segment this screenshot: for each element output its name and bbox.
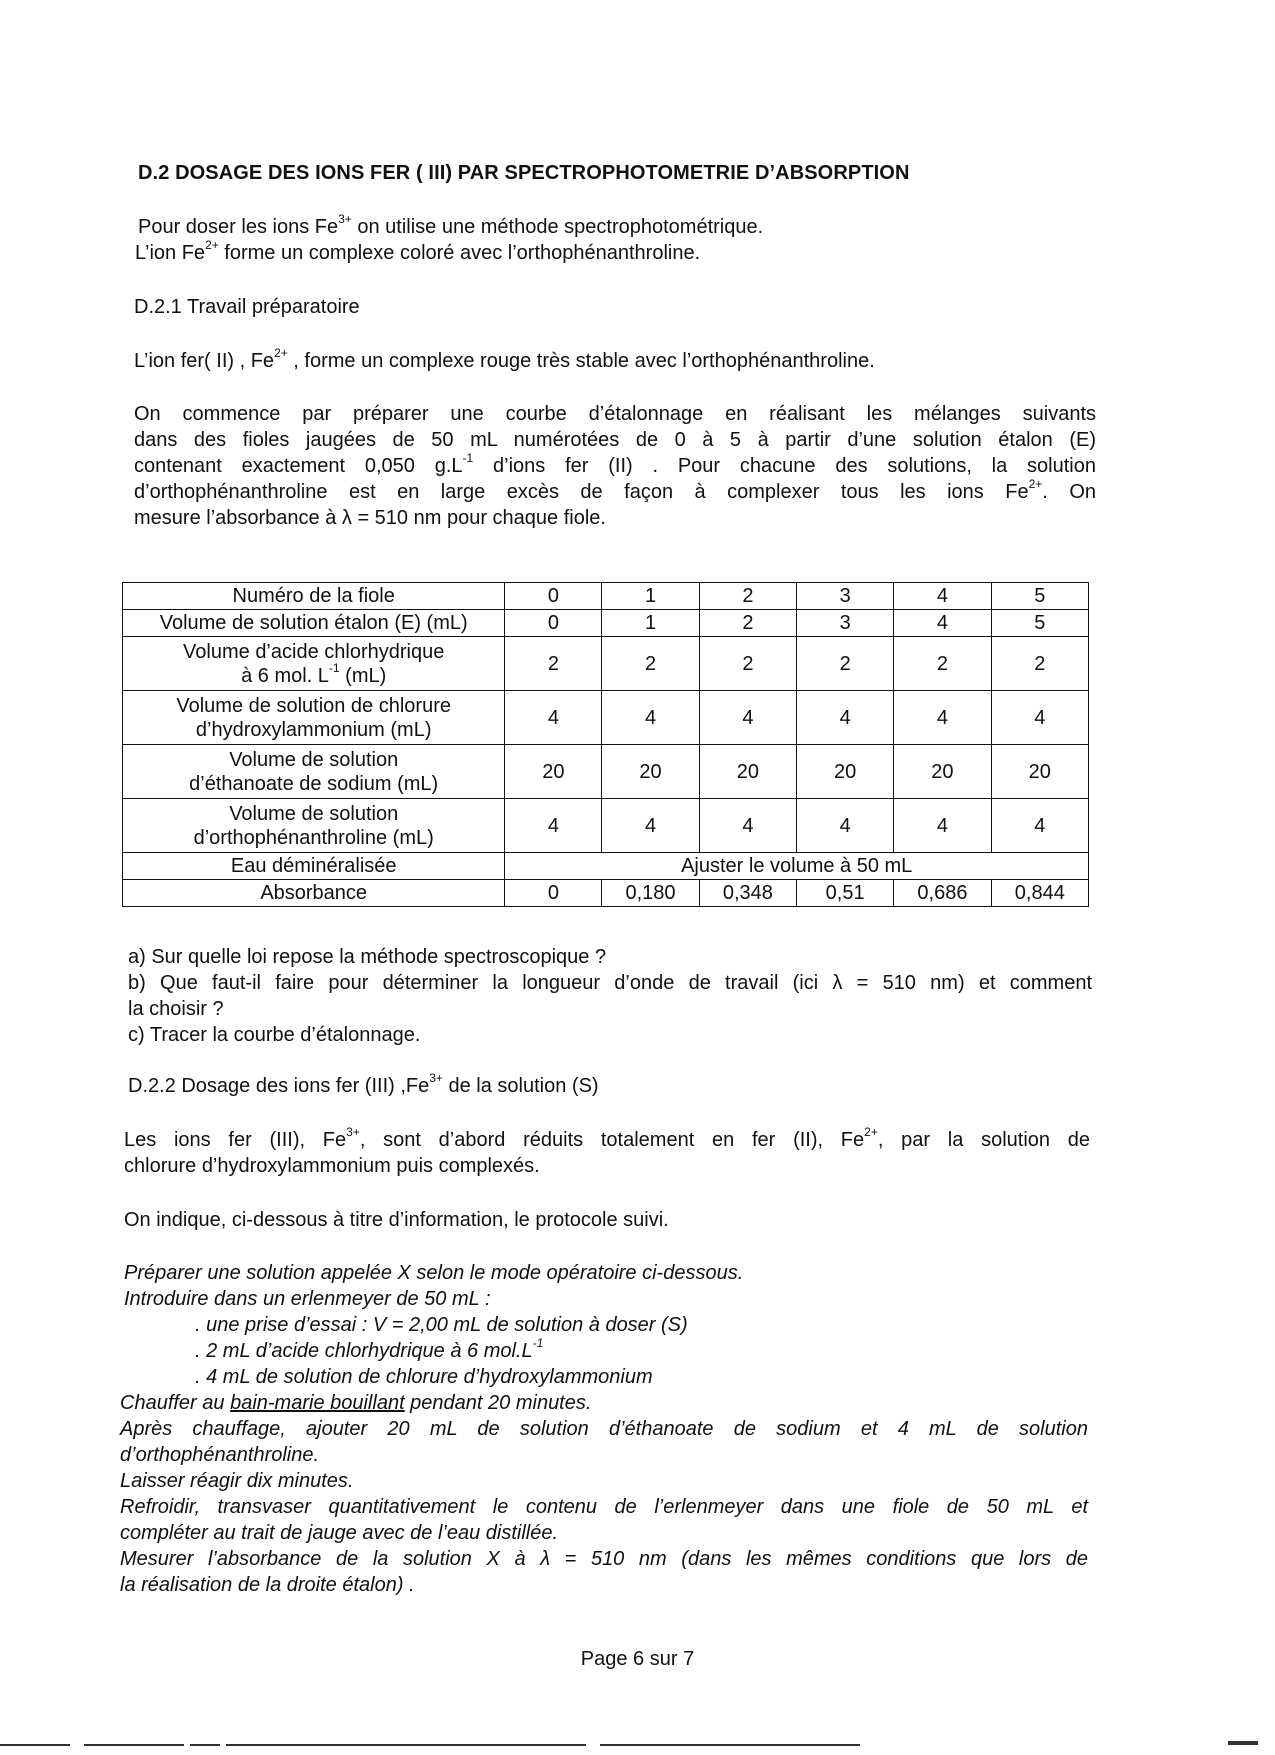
table-cell: 20 (797, 745, 894, 799)
table-row-label: Volume de solution de chlorure d’hydroxylammonium (mL) (123, 691, 505, 745)
table-cell: 2 (602, 637, 699, 691)
table-cell: 20 (505, 745, 602, 799)
table-cell-merged: Ajuster le volume à 50 mL (505, 853, 1089, 880)
table-cell: 4 (505, 691, 602, 745)
table-cell: 4 (602, 799, 699, 853)
scan-edge-line (600, 1744, 860, 1746)
protocol-line-5: d’orthophénanthroline. (120, 1444, 320, 1466)
scan-edge-line (0, 1744, 70, 1746)
table-cell: 4 (797, 799, 894, 853)
paragraph-courbe-line-4: d’orthophénanthroline est en large excès de façon à complexer tous les ions $Fe^{2+}$. On (134, 477, 1096, 503)
table-cell: 4 (894, 799, 991, 853)
protocol-bullet-1: . une prise d’essai : V = 2,00 mL de solution à doser (S) (195, 1314, 688, 1336)
table-cell: 0,180 (602, 880, 699, 907)
section-title: D.2 DOSAGE DES IONS FER ( III) PAR SPECTROPHOTOMETRIE D’ABSORPTION (138, 162, 910, 184)
protocol-line-2: Introduire dans un erlenmeyer de 50 mL : (124, 1288, 491, 1310)
table-cell: 0,51 (797, 880, 894, 907)
table-cell: 4 (699, 799, 796, 853)
table-cell: 20 (991, 745, 1088, 799)
paragraph-courbe-line-3: contenant exactement 0,050 $g.L^{-1}$ d’ions fer (II) . Pour chacune des solutions, la solution (134, 451, 1096, 477)
protocol-line-8: compléter au trait de jauge avec de l’eau distillée. (120, 1522, 559, 1544)
table-cell: 4 (894, 691, 991, 745)
protocol-line-4: Après chauffage, ajouter 20 mL de solution d’éthanoate de sodium et 4 mL de solution (120, 1418, 1088, 1440)
table-cell: 5 (991, 583, 1088, 610)
scan-edge-line (84, 1744, 184, 1746)
protocol-line-7: Refroidir, transvaser quantitativement le contenu de l’erlenmeyer dans une fiole de 50 mL et (120, 1496, 1088, 1518)
question-b-line-1: b) Que faut-il faire pour déterminer la longueur d’onde de travail (ici λ = 510 nm) et comment (128, 972, 1092, 994)
table-row-label: Absorbance (123, 880, 505, 907)
table-cell: 2 (699, 583, 796, 610)
intro-line-1: Pour doser les ions $Fe^{3+}$ on utilise une méthode spectrophotométrique. (138, 212, 764, 238)
table-row (123, 610, 1089, 637)
table-row-label: Volume de solution étalon (E) (mL) (123, 610, 505, 637)
table-cell: 0,348 (699, 880, 796, 907)
table-cell: 0 (505, 583, 602, 610)
table-cell: 4 (602, 691, 699, 745)
paragraph-fer2: L’ion fer( II) , $Fe^{2+}$ , forme un complexe rouge très stable avec l’orthophénanthroline. (134, 346, 875, 372)
protocol-line-6: Laisser réagir dix minutes. (120, 1470, 354, 1492)
protocol-line-10: la réalisation de la droite étalon) . (120, 1574, 415, 1596)
table-cell: 20 (699, 745, 796, 799)
table-cell: 4 (991, 691, 1088, 745)
table-cell: 4 (894, 610, 991, 637)
table-row (123, 637, 1089, 691)
question-b-line-2: la choisir ? (128, 998, 224, 1020)
table-cell: 0,686 (894, 880, 991, 907)
table-cell: 20 (602, 745, 699, 799)
protocol-line-1: Préparer une solution appelée X selon le mode opératoire ci-dessous. (124, 1262, 744, 1284)
table-row-label: Eau déminéralisée (123, 853, 505, 880)
table-cell: 0 (505, 610, 602, 637)
table-cell: 4 (699, 691, 796, 745)
paragraph-courbe-line-1: On commence par préparer une courbe d’étalonnage en réalisant les mélanges suivants (134, 403, 1096, 425)
table-row-label: Volume d’acide chlorhydrique à 6 mol. $L^{-1}$ (mL) (123, 637, 505, 691)
table-cell: 1 (602, 610, 699, 637)
table-cell: 5 (991, 610, 1088, 637)
table-cell: 2 (699, 610, 796, 637)
protocol-bullet-2: . 2 mL d’acide chlorhydrique à 6 $mol.L^{-1}$ (195, 1336, 544, 1362)
table-cell: 2 (699, 637, 796, 691)
table-cell: 4 (797, 691, 894, 745)
intro-line-2: L’ion $Fe^{2+}$ forme un complexe coloré avec l’orthophénanthroline. (135, 238, 701, 264)
page-number: Page 6 sur 7 (580, 1648, 695, 1670)
table-header-label: Numéro de la fiole (123, 583, 505, 610)
paragraph-courbe-line-5: mesure l’absorbance à λ = 510 nm pour chaque fiole. (134, 507, 606, 529)
table-row-absorbance (123, 880, 1089, 907)
table-cell: 2 (991, 637, 1088, 691)
table-cell: 2 (797, 637, 894, 691)
subsection-d22-heading: D.2.2 Dosage des ions fer (III) $,Fe^{3+}$ de la solution (S) (128, 1071, 599, 1097)
table-cell: 3 (797, 583, 894, 610)
scan-edge-line (190, 1744, 220, 1746)
table-cell: 0 (505, 880, 602, 907)
table-cell: 4 (894, 583, 991, 610)
table-cell: 4 (505, 799, 602, 853)
table-cell: 20 (894, 745, 991, 799)
paragraph-reduits-line-1: Les ions fer (III), $Fe^{3+}$, sont d’abord réduits totalement en fer (II), $Fe^{2+}$, par la solution de (124, 1125, 1090, 1151)
table-cell: 3 (797, 610, 894, 637)
calibration-table (122, 582, 1089, 907)
table-cell: 2 (894, 637, 991, 691)
table-row-eau (123, 853, 1089, 880)
paragraph-reduits-line-2: chlorure d’hydroxylammonium puis complexés. (124, 1155, 540, 1177)
table-row-header (123, 583, 1089, 610)
table-cell: 2 (505, 637, 602, 691)
protocol-line-3: Chauffer au bain-marie bouillant pendant 20 minutes. (120, 1392, 592, 1414)
scan-edge-mark (1228, 1741, 1258, 1745)
table-cell: 4 (991, 799, 1088, 853)
paragraph-courbe-line-2: dans des fioles jaugées de 50 mL numérotées de 0 à 5 à partir d’une solution étalon (E) (134, 429, 1096, 451)
table-row (123, 799, 1089, 853)
protocol-bullet-3: . 4 mL de solution de chlorure d’hydroxylammonium (195, 1366, 653, 1388)
table-cell: 1 (602, 583, 699, 610)
subsection-d21-heading: D.2.1 Travail préparatoire (134, 296, 360, 318)
question-a: a) Sur quelle loi repose la méthode spectroscopique ? (128, 946, 607, 968)
table-row (123, 745, 1089, 799)
table-row-label: Volume de solution d’orthophénanthroline (mL) (123, 799, 505, 853)
table-row-label: Volume de solution d’éthanoate de sodium (mL) (123, 745, 505, 799)
table-row (123, 691, 1089, 745)
table-cell: 0,844 (991, 880, 1088, 907)
paragraph-info: On indique, ci-dessous à titre d’information, le protocole suivi. (124, 1209, 669, 1231)
protocol-line-9: Mesurer l’absorbance de la solution X à λ = 510 nm (dans les mêmes conditions que lors de (120, 1548, 1088, 1570)
question-c: c) Tracer la courbe d’étalonnage. (128, 1024, 421, 1046)
scan-edge-line (226, 1744, 586, 1746)
